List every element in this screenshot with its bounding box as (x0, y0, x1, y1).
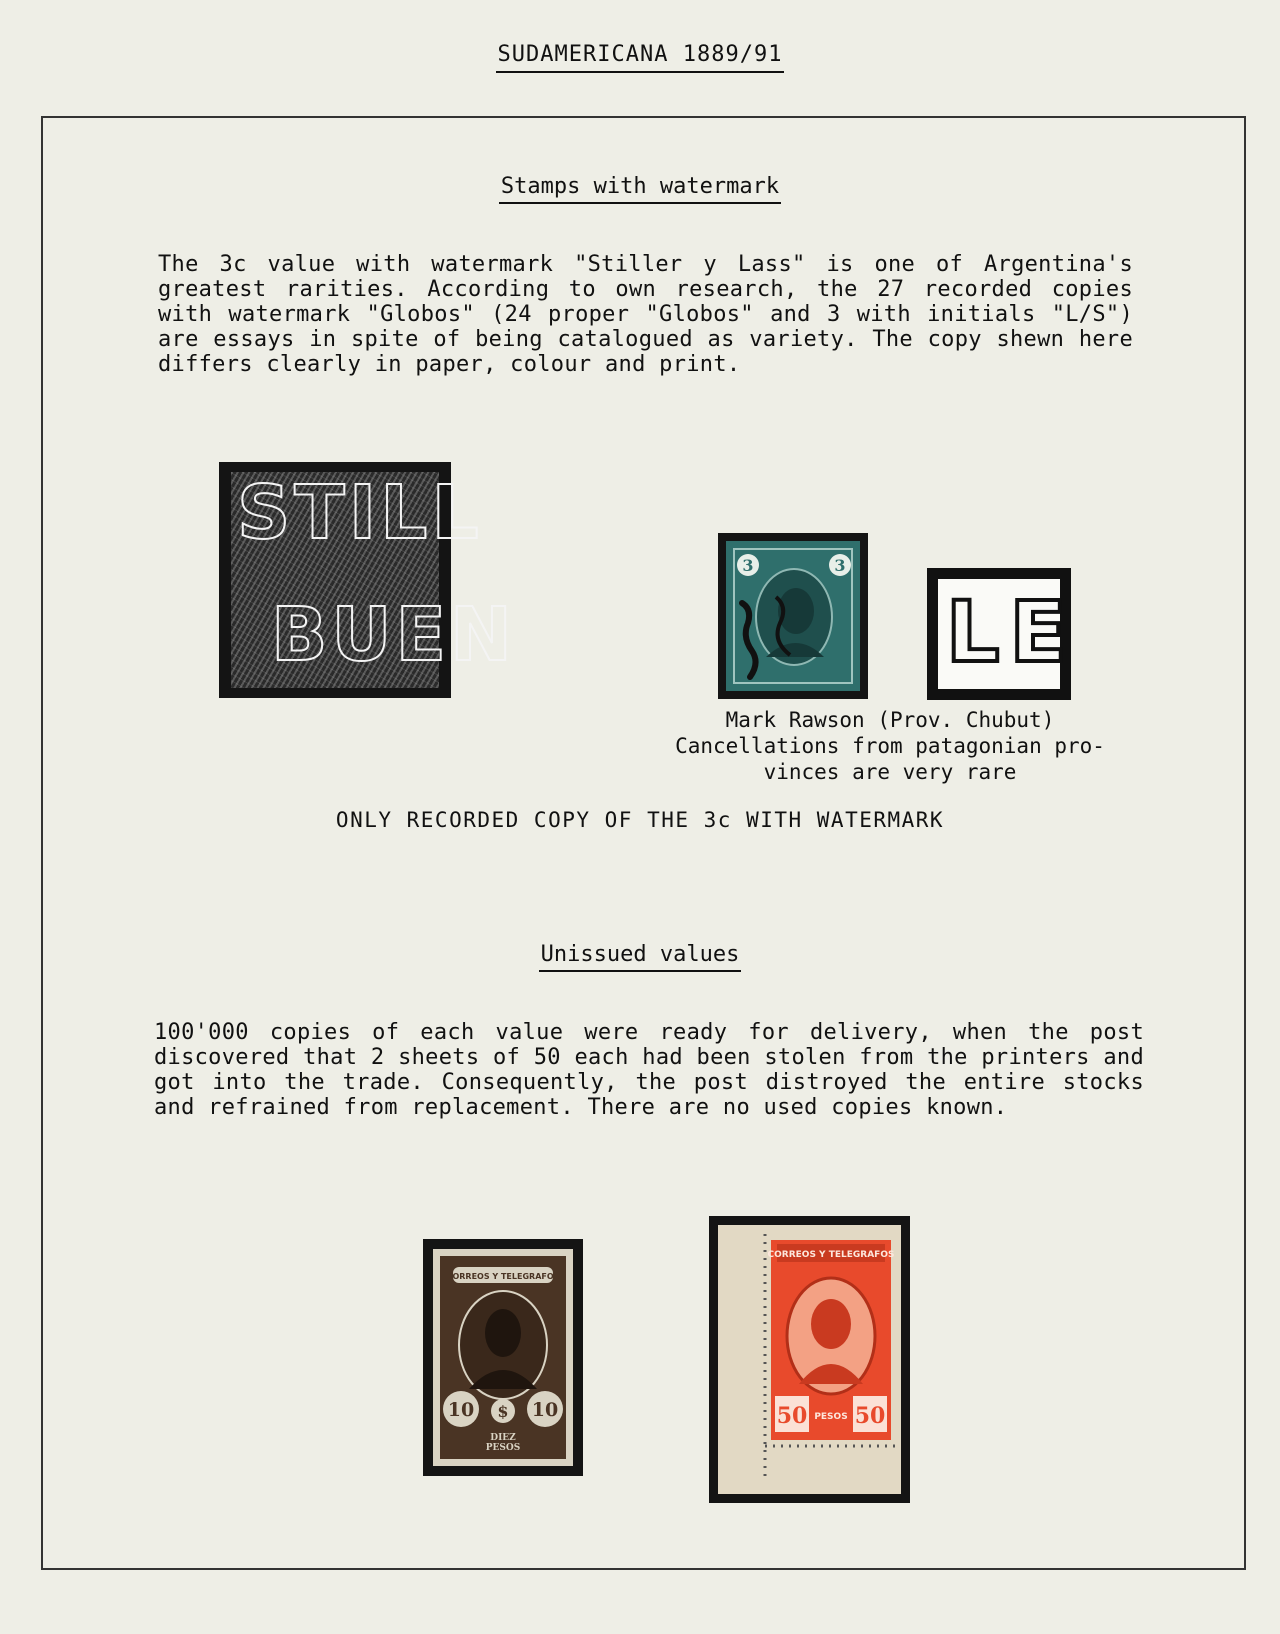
watermark-text-line2: BUEN (271, 592, 516, 678)
green-3c-stamp-image (718, 533, 868, 699)
bottom-label-2: PESOS (485, 1443, 521, 1453)
unissued-paragraph: 100'000 copies of each value were ready for delivery, when the post discovered that 2 sheets of 50 each had been stolen from the printers and got into the trade. Consequently, the post distroyed the entire stocks and refrained from replacement. There are no used copies known. (154, 1020, 1144, 1120)
portrait-head (811, 1299, 851, 1349)
unissued-heading (0, 942, 1280, 967)
le-watermark-image (927, 568, 1077, 700)
watermark-photo-inner (231, 470, 516, 688)
caption-line-2: Cancellations from patagonian pro- (675, 734, 1105, 758)
portrait-head (485, 1309, 521, 1357)
only-recorded-statement: ONLY RECORDED COPY OF THE 3c WITH WATERMARK (335, 808, 945, 832)
caption-line-1: Mark Rawson (Prov. Chubut) (725, 708, 1055, 732)
stamp-caption (660, 707, 1120, 785)
denomination-right: 3 (834, 556, 846, 575)
middle-label: PESOS (814, 1412, 848, 1422)
green-3c-stamp (718, 533, 868, 699)
watermark-paragraph: The 3c value with watermark "Stiller y Lass" is one of Argentina's greatest rarities. According to own research, the 27 recorded copies with watermark "Globos" (24 proper "Globos" and 3 with initials "L/S") are essays in spite of being catalogued as variety. The copy shewn here differs clearly in paper, colour and print. (158, 252, 1133, 377)
top-label-text: CORREOS Y TELEGRAFOS (767, 1250, 895, 1260)
brown-stamp-image (423, 1239, 583, 1476)
le-letters: LE (946, 583, 1077, 681)
unissued-heading-text: Unissued values (539, 942, 742, 972)
red-stamp-image (709, 1216, 910, 1503)
value-right: 50 (854, 1403, 886, 1429)
le-watermark-inner (938, 579, 1077, 689)
currency-symbol: $ (497, 1402, 509, 1421)
value-left: 50 (776, 1403, 808, 1429)
watermark-heading (0, 174, 1280, 199)
brown-10-pesos-stamp (423, 1239, 583, 1476)
caption-line-3: vinces are very rare (763, 760, 1017, 784)
watermark-heading-text: Stamps with watermark (499, 174, 781, 204)
page-title-text: SUDAMERICANA 1889/91 (496, 42, 785, 73)
denomination-left: 3 (742, 556, 754, 575)
value-left: 10 (447, 1399, 475, 1421)
watermark-photo (219, 462, 516, 698)
page-title (0, 42, 1280, 67)
value-right: 10 (531, 1399, 559, 1421)
top-label-text: CORREOS Y TELEGRAFOS (446, 1272, 560, 1281)
bottom-label-1: DIEZ (490, 1433, 516, 1443)
watermark-text-line1: STILL (237, 470, 483, 556)
red-50-pesos-stamp (709, 1216, 910, 1503)
